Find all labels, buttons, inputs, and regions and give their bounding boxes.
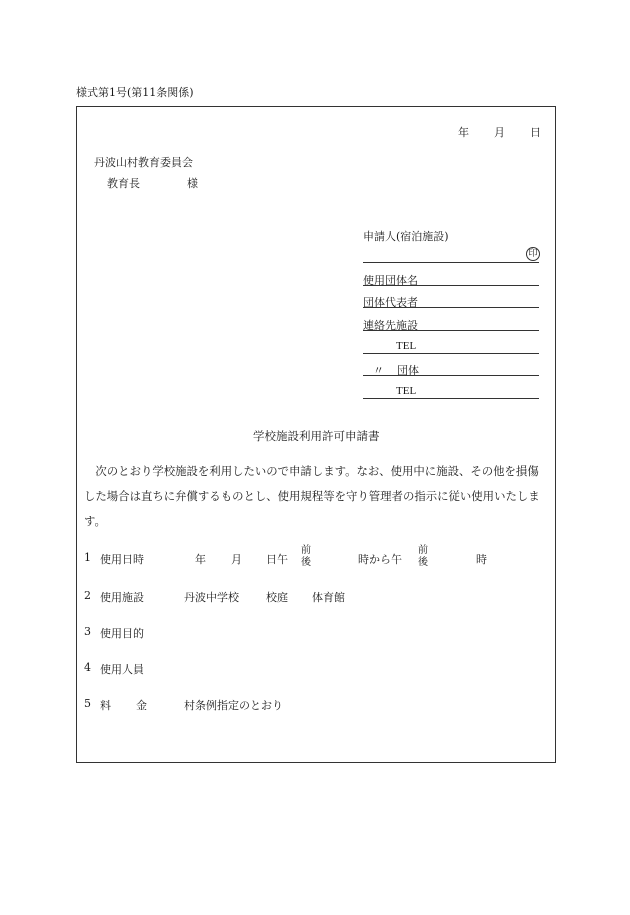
item2-option-gym: 体育館 (312, 591, 345, 604)
item2-number: 2 (84, 589, 91, 602)
item4-number: 4 (84, 661, 91, 674)
group-name-label: 使用団体名 (363, 274, 418, 287)
addressee-title: 教育長 (107, 177, 140, 190)
contact-facility-label: 連絡先施設 (363, 319, 418, 332)
item5-label-1: 料 (100, 699, 111, 712)
facility-tel-label: TEL (396, 340, 417, 352)
ditto-mark: 〃 (373, 364, 384, 377)
date-year-label: 年 (458, 126, 469, 139)
group-name-line (363, 285, 539, 286)
item1-hour: 時 (476, 553, 487, 566)
item1-number: 1 (84, 551, 91, 564)
facility-tel-line (363, 353, 539, 354)
addressee-honorific: 様 (187, 177, 198, 190)
group-tel-label: TEL (396, 385, 417, 397)
item2-label: 使用施設 (100, 591, 144, 604)
item1-end-am: 前 (418, 545, 428, 556)
item1-end-ampm (418, 545, 428, 569)
seal-mark: 印 (526, 247, 540, 261)
item1-label: 使用日時 (100, 553, 144, 566)
item3-label: 使用目的 (100, 627, 144, 640)
group-rep-label: 団体代表者 (363, 296, 418, 309)
date-month-label: 月 (494, 126, 505, 139)
applicant-signature-line (363, 262, 539, 263)
item5-value: 村条例指定のとおり (184, 699, 283, 712)
applicant-label: 申請人(宿泊施設) (363, 230, 449, 243)
item1-end-pm: 後 (418, 557, 428, 568)
item5-number: 5 (84, 697, 91, 710)
item1-from: 時から午 (358, 553, 402, 566)
item3-number: 3 (84, 625, 91, 638)
application-statement: 次のとおり学校施設を利用したいので申請します。なお、使用中に施設、その他を損傷した場合は直ちに弁償するものとし、使用規程等を守り管理者の指示に従い使用いたします。 (84, 464, 540, 528)
group-tel-line (363, 398, 539, 399)
item5-label-2: 金 (136, 699, 147, 712)
item1-month: 月 (231, 553, 242, 566)
item1-start-ampm (301, 545, 311, 569)
group-rep-line (363, 307, 539, 308)
addressee-organization: 丹波山村教育委員会 (94, 156, 193, 169)
item2-school: 丹波中学校 (184, 591, 239, 604)
item2-option-schoolyard: 校庭 (266, 591, 288, 604)
form-number: 様式第1号(第11条関係) (76, 86, 194, 99)
contact-facility-line (363, 330, 539, 331)
group-contact-line (363, 375, 539, 376)
document-title: 学校施設利用許可申請書 (253, 429, 380, 443)
group-contact-label: 団体 (397, 364, 419, 377)
item1-year: 年 (195, 553, 206, 566)
date-day-label: 日 (530, 126, 541, 139)
item1-start-am: 前 (301, 545, 311, 556)
item4-label: 使用人員 (100, 663, 144, 676)
item1-day-am-pm: 日午 (266, 553, 288, 566)
item1-start-pm: 後 (301, 557, 311, 568)
